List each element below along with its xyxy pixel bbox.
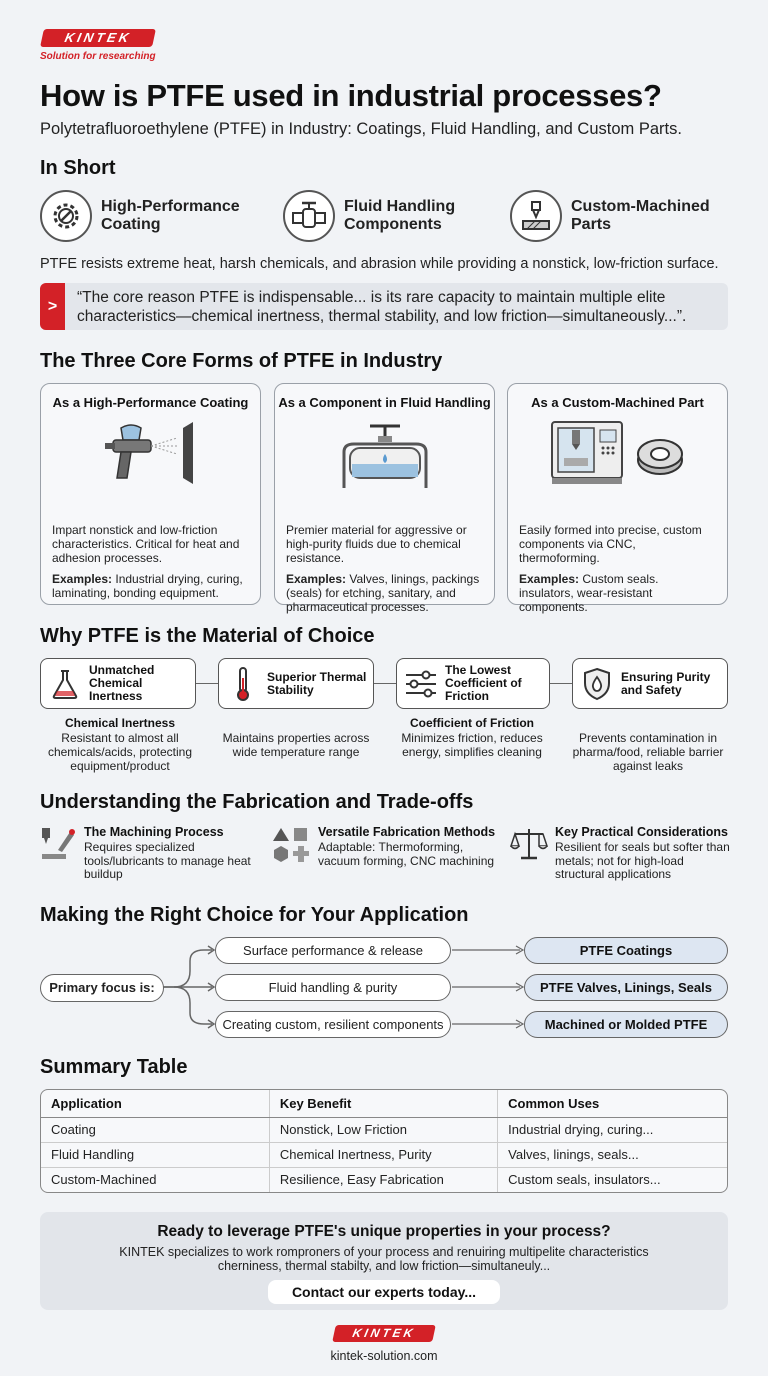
why-item-purity — [572, 658, 728, 709]
cta-text: KINTEK specializes to work romproners of your process and renuiring multipelite characteristics cherniness, thermal stabilty, and low friction—simultaneuly... — [119, 1245, 649, 1273]
in-short-heading: In Short — [40, 157, 116, 179]
fab-item-desc: Adaptable: Thermoforming, vacuum forming, CNC machining — [318, 840, 495, 868]
quote-chevron-icon: > — [40, 283, 65, 330]
why-item-friction — [396, 658, 550, 709]
why-connector — [196, 683, 218, 684]
short-item-label: Fluid Handling Components — [344, 198, 456, 233]
table-header-row — [41, 1090, 727, 1117]
table-header: Key Benefit — [269, 1090, 497, 1117]
fab-item-desc: Requires specialized tools/lubricants to manage heat buildup — [84, 840, 251, 881]
table-cell: Industrial drying, curing... — [498, 1117, 727, 1142]
choice-result[interactable]: Machined or Molded PTFE — [524, 1011, 728, 1038]
logo-tagline: Solution for researching — [40, 51, 156, 62]
why-connector — [550, 683, 572, 684]
spray-gun-icon — [41, 418, 260, 488]
sliders-icon — [397, 670, 445, 698]
choice-root: Primary focus is: — [40, 974, 164, 1002]
table-row — [41, 1117, 727, 1142]
choice-result[interactable]: PTFE Coatings — [524, 937, 728, 964]
table-row — [41, 1142, 727, 1167]
why-item-desc: Resistant to almost all chemicals/acids, protecting equipment/product — [47, 731, 193, 773]
cta-title: Ready to leverage PTFE's unique properties in your process? — [157, 1223, 611, 1240]
short-item-coating — [40, 190, 251, 242]
choice-result[interactable]: PTFE Valves, Linings, Seals — [524, 974, 728, 1001]
card-title: As a High-Performance Coating — [52, 395, 249, 410]
pipe-valve-icon — [275, 418, 494, 488]
table-header: Common Uses — [498, 1090, 727, 1117]
table-cell: Nonstick, Low Friction — [269, 1117, 497, 1142]
card-examples: Examples: Valves, linings, packings (seals) for etching, sanitary, and pharmaceutical processes. — [286, 572, 480, 614]
table-row — [41, 1167, 727, 1192]
table-cell: Fluid Handling — [41, 1142, 269, 1167]
why-item-chemical — [40, 658, 196, 709]
card-machined — [507, 383, 728, 614]
quote-box — [40, 283, 728, 330]
short-item-machined — [510, 190, 721, 242]
gear-coating-icon — [40, 190, 92, 242]
card-coating — [40, 383, 261, 605]
shapes-icon — [272, 826, 312, 864]
choice-focus[interactable]: Surface performance & release — [215, 937, 451, 964]
choice-heading: Making the Right Choice for Your Application — [40, 904, 469, 926]
valve-icon — [283, 190, 335, 242]
cta-box — [40, 1212, 728, 1310]
kintek-logo[interactable]: KINTEK — [40, 29, 156, 47]
quote-text: “The core reason PTFE is indispensable... is its rare capacity to maintain multiple elite characteristics—chemical inertness, thermal stability, and low friction—simultaneously...”. — [77, 289, 687, 325]
in-short-summary: PTFE resists extreme heat, harsh chemicals, and abrasion while providing a nonstick, low-friction surface. — [40, 256, 719, 272]
card-examples: Examples: Industrial drying, curing, laminating, bonding equipment. — [52, 572, 243, 600]
website-link[interactable]: kintek-solution.com — [330, 1349, 438, 1363]
why-heading: Why PTFE is the Material of Choice — [40, 625, 375, 647]
table-cell: Chemical Inertness, Purity — [269, 1142, 497, 1167]
fab-item-title: Key Practical Considerations — [555, 825, 728, 839]
flask-icon — [41, 668, 89, 700]
why-item-label: Superior Thermal Stability — [267, 669, 367, 697]
why-item-desc: Minimizes friction, reduces energy, simplifies cleaning — [401, 731, 543, 759]
card-desc: Easily formed into precise, custom components via CNC, thermoforming. — [519, 523, 702, 565]
why-item-label: Unmatched Chemical Inertness — [89, 663, 155, 703]
table-cell: Valves, linings, seals... — [498, 1142, 727, 1167]
choice-focus[interactable]: Creating custom, resilient components — [215, 1011, 451, 1038]
why-item-sub: Coefficient of Friction — [410, 716, 534, 730]
table-cell: Custom seals, insulators... — [498, 1167, 727, 1192]
why-item-label: The Lowest Coefficient of Friction — [445, 663, 522, 703]
card-title: As a Component in Fluid Handling — [278, 395, 491, 410]
table-cell: Resilience, Easy Fabrication — [269, 1167, 497, 1192]
summary-heading: Summary Table — [40, 1056, 188, 1078]
choice-focus[interactable]: Fluid handling & purity — [215, 974, 451, 1001]
card-title: As a Custom-Machined Part — [531, 395, 704, 410]
why-connector — [374, 683, 396, 684]
table-cell: Custom-Machined — [51, 1172, 157, 1188]
card-examples: Examples: Custom seals. insulators, wear-resistant components. — [519, 572, 659, 614]
short-item-fluid — [283, 190, 494, 242]
card-desc: Impart nonstick and low-friction characteristics. Critical for heat and adhesion processes. — [52, 523, 240, 565]
short-item-label: Custom-Machined Parts — [571, 198, 710, 233]
table-header: Application — [41, 1090, 269, 1117]
why-item-thermal — [218, 658, 374, 709]
summary-table — [40, 1089, 728, 1193]
fab-item-desc: Resilient for seals but softer than metals; not for high-load structural applications — [555, 840, 730, 881]
card-fluid — [274, 383, 495, 614]
fab-item-title: Versatile Fabrication Methods — [318, 825, 496, 839]
fabrication-heading: Understanding the Fabrication and Trade-offs — [40, 791, 474, 813]
page-title: How is PTFE used in industrial processes? — [40, 78, 662, 113]
why-item-desc: Prevents contamination in pharma/food, reliable barrier against leaks — [572, 731, 724, 773]
thermometer-icon — [219, 666, 267, 702]
scales-icon — [510, 826, 550, 862]
tool-icon — [40, 826, 76, 862]
fab-item-title: The Machining Process — [84, 825, 224, 839]
short-item-label: High-Performance Coating — [101, 198, 240, 233]
why-item-desc: Maintains properties across wide temperature range — [222, 731, 370, 759]
why-item-sub: Chemical Inertness — [64, 716, 176, 730]
contact-button[interactable]: Contact our experts today... — [268, 1280, 500, 1304]
page-subtitle: Polytetrafluoroethylene (PTFE) in Industry: Coatings, Fluid Handling, and Custom Parts. — [40, 120, 682, 138]
core-forms-heading: The Three Core Forms of PTFE in Industry — [40, 350, 443, 372]
shield-drop-icon — [573, 667, 621, 701]
why-item-label: Ensuring Purity and Safety — [621, 669, 711, 697]
cnc-machine-icon — [508, 418, 727, 488]
table-cell: Coating — [41, 1117, 269, 1142]
machining-icon — [510, 190, 562, 242]
card-desc: Premier material for aggressive or high-purity fluids due to chemical resistance. — [286, 523, 467, 565]
footer-logo[interactable]: KINTEK — [332, 1325, 436, 1342]
